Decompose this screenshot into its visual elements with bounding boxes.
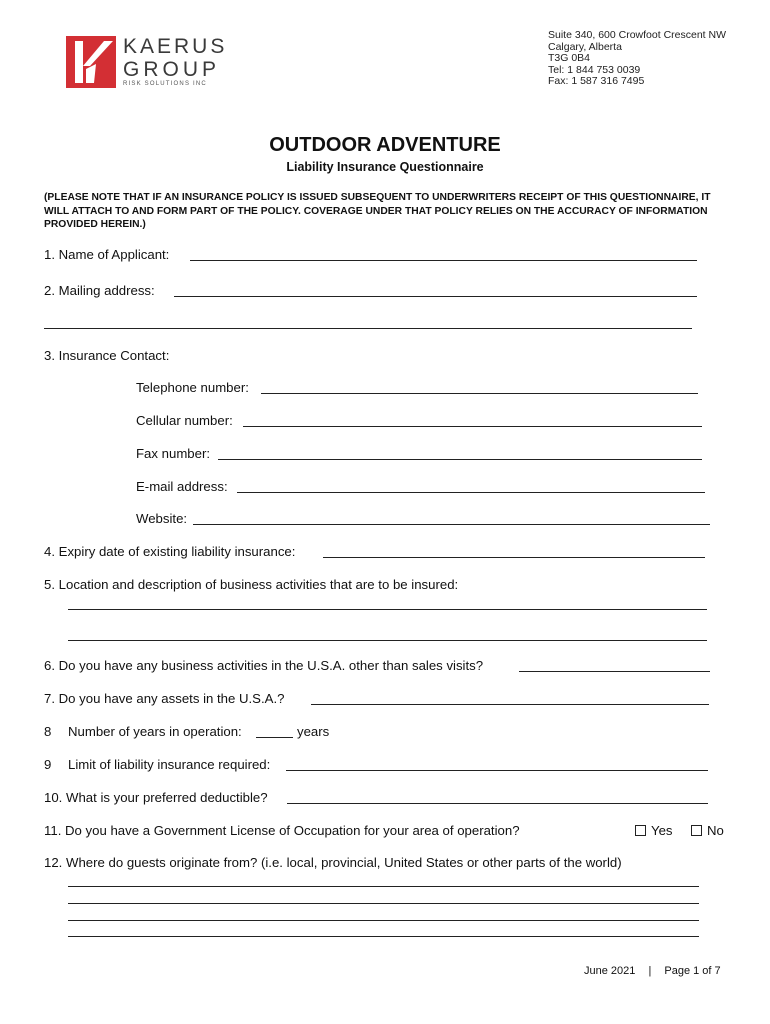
address-line-2: Calgary, Alberta bbox=[548, 40, 622, 53]
question-7-label: 7. Do you have any assets in the U.S.A.? bbox=[44, 691, 285, 706]
document-subtitle: Liability Insurance Questionnaire bbox=[286, 160, 484, 174]
question-8-label: Number of years in operation: bbox=[68, 724, 242, 739]
logo-word-kaerus: KAERUS bbox=[123, 35, 228, 58]
years-in-operation-field[interactable] bbox=[256, 737, 293, 738]
footer-page-number: Page 1 of 7 bbox=[664, 965, 721, 977]
guest-origin-field-4[interactable] bbox=[68, 936, 699, 937]
license-no-option[interactable] bbox=[691, 823, 724, 839]
address-fax: Fax: 1 587 316 7495 bbox=[548, 75, 645, 88]
footer-separator: | bbox=[648, 965, 652, 977]
business-description-field-2[interactable] bbox=[68, 640, 707, 641]
cellular-field[interactable] bbox=[243, 426, 702, 427]
policy-note: (PLEASE NOTE THAT IF AN INSURANCE POLICY IS ISSUED SUBSEQUENT TO UNDERWRITERS RECEIPT OF THIS QUESTIONNAIRE, IT WILL ATTACH TO AND FORM PART OF THE POLICY. COVERAGE UNDER THAT POLICY RELIES ON THE ACCURACY OF INFORMATION PROVIDED HEREIN.) bbox=[44, 192, 711, 230]
company-address bbox=[548, 30, 726, 88]
question-9-number: 9 bbox=[44, 757, 52, 772]
yes-label: Yes bbox=[651, 823, 673, 838]
question-6-label: 6. Do you have any business activities in the U.S.A. other than sales visits? bbox=[44, 658, 484, 673]
website-field[interactable] bbox=[193, 524, 710, 525]
applicant-name-field[interactable] bbox=[190, 260, 697, 261]
question-9-label: Limit of liability insurance required: bbox=[68, 757, 271, 772]
usa-activities-field[interactable] bbox=[519, 671, 710, 672]
email-label: E-mail address: bbox=[136, 479, 228, 494]
question-11-label: 11. Do you have a Government License of Occupation for your area of operation? bbox=[44, 823, 520, 838]
logo-word-group: GROUP bbox=[123, 58, 221, 81]
guest-origin-field-3[interactable] bbox=[68, 920, 699, 921]
mailing-address-field-2[interactable] bbox=[44, 328, 692, 329]
question-4-label: 4. Expiry date of existing liability insurance: bbox=[44, 544, 296, 559]
address-line-1: Suite 340, 600 Crowfoot Crescent NW bbox=[548, 29, 726, 41]
usa-assets-field[interactable] bbox=[311, 704, 709, 705]
cellular-label: Cellular number: bbox=[136, 413, 233, 428]
question-2-label: 2. Mailing address: bbox=[44, 283, 155, 298]
kaerus-logo-icon bbox=[66, 36, 116, 88]
address-phone: Tel: 1 844 753 0039 bbox=[548, 63, 641, 76]
no-checkbox[interactable] bbox=[691, 825, 702, 836]
expiry-date-field[interactable] bbox=[323, 557, 705, 558]
question-12-label: 12. Where do guests originate from? (i.e. local, provincial, United States or other parts of the world) bbox=[44, 855, 622, 870]
liability-limit-field[interactable] bbox=[286, 770, 708, 771]
question-8-number: 8 bbox=[44, 724, 52, 739]
question-3-label: 3. Insurance Contact: bbox=[44, 348, 170, 363]
yes-checkbox[interactable] bbox=[635, 825, 646, 836]
fax-field[interactable] bbox=[218, 459, 702, 460]
license-yes-option[interactable] bbox=[635, 823, 673, 839]
document-title: OUTDOOR ADVENTURE bbox=[269, 134, 501, 156]
no-label: No bbox=[707, 823, 724, 838]
footer-date: June 2021 bbox=[584, 965, 636, 977]
logo-tagline: RISK SOLUTIONS INC bbox=[123, 81, 207, 87]
website-label: Website: bbox=[136, 511, 188, 526]
telephone-label: Telephone number: bbox=[136, 380, 249, 395]
page-footer bbox=[584, 965, 721, 977]
address-line-3: T3G 0B4 bbox=[548, 52, 591, 65]
deductible-field[interactable] bbox=[287, 803, 708, 804]
mailing-address-field[interactable] bbox=[174, 296, 697, 297]
guest-origin-field-1[interactable] bbox=[68, 886, 699, 887]
email-field[interactable] bbox=[237, 492, 705, 493]
question-10-label: 10. What is your preferred deductible? bbox=[44, 790, 268, 805]
question-1-label: 1. Name of Applicant: bbox=[44, 247, 170, 262]
fax-label: Fax number: bbox=[136, 446, 211, 461]
question-5-label: 5. Location and description of business activities that are to be insured: bbox=[44, 577, 459, 592]
business-description-field-1[interactable] bbox=[68, 609, 707, 610]
company-logo bbox=[66, 36, 226, 92]
guest-origin-field-2[interactable] bbox=[68, 903, 699, 904]
telephone-field[interactable] bbox=[261, 393, 698, 394]
question-8-unit: years bbox=[297, 724, 330, 739]
